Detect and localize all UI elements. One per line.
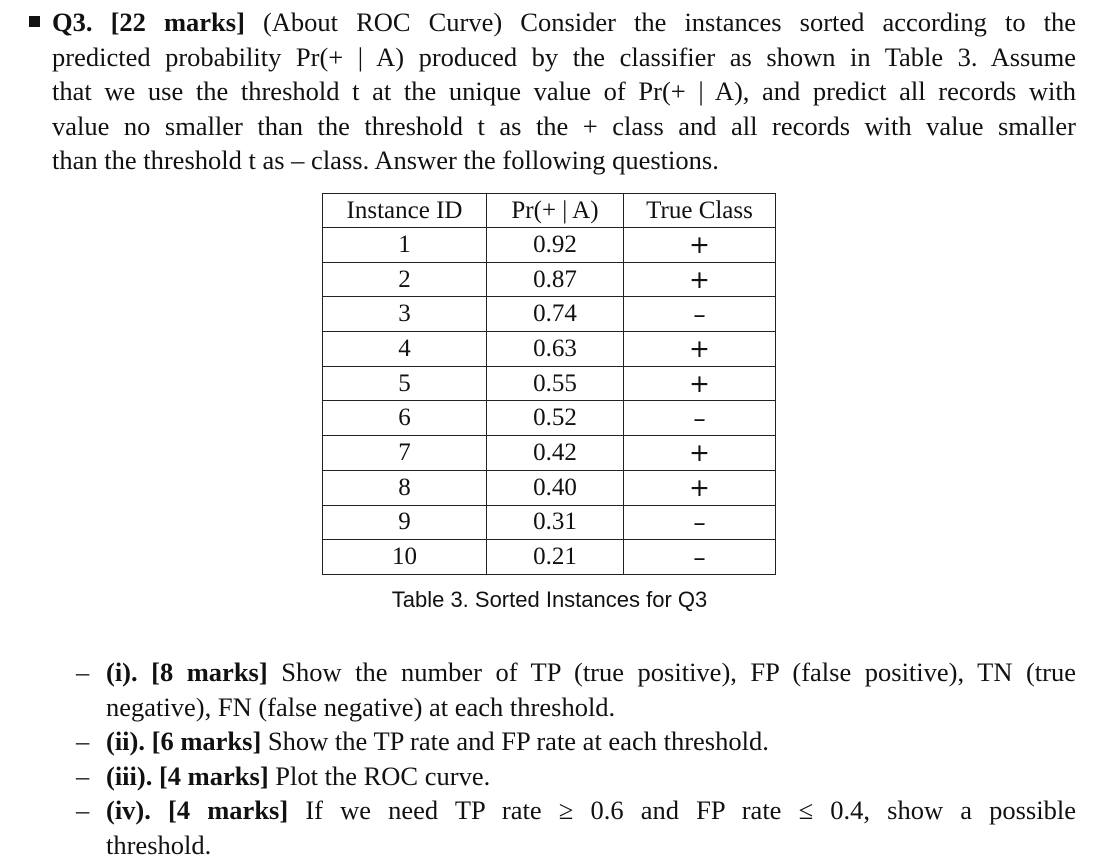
cell-probability: 0.87 — [487, 262, 624, 297]
subquestion-iv-label: (iv). [4 marks] — [106, 795, 289, 826]
cell-instance-id: 3 — [323, 297, 487, 332]
subquestion-item-iii — [76, 759, 1076, 794]
square-bullet-icon — [29, 16, 40, 27]
cell-instance-id: 9 — [323, 505, 487, 540]
cell-true-class: + — [624, 470, 776, 505]
question-line-1 — [52, 5, 1076, 40]
cell-true-class: – — [624, 401, 776, 436]
table-row — [323, 228, 776, 263]
cell-probability: 0.55 — [487, 366, 624, 401]
cell-probability: 0.42 — [487, 436, 624, 471]
subquestion-i-line-2: negative), FN (false negative) at each threshold. — [106, 691, 616, 722]
subquestion-i-text-1: Show the number of TP (true positive), FP (false positive), TN (true — [281, 657, 1077, 687]
table-row — [323, 470, 776, 505]
subquestion-ii-text: Show the TP rate and FP rate at each threshold. — [267, 726, 769, 757]
cell-probability: 0.63 — [487, 332, 624, 367]
table-row — [323, 366, 776, 401]
cell-probability: 0.31 — [487, 505, 624, 540]
question-line-4: value no smaller than the threshold t as the + class and all records with value smaller — [52, 110, 1076, 141]
subquestion-item-iv — [76, 793, 1076, 862]
subquestion-iii-label: (iii). [4 marks] — [106, 760, 269, 791]
cell-probability: 0.40 — [487, 470, 624, 505]
dash-bullet: – — [76, 657, 90, 687]
dash-bullet: – — [76, 726, 90, 757]
question-line-3: that we use the threshold t at the unique value of Pr(+ | A), and predict all records with — [52, 76, 1076, 107]
cell-true-class: + — [624, 366, 776, 401]
cell-true-class: + — [624, 262, 776, 297]
table-row — [323, 540, 776, 575]
cell-instance-id: 8 — [323, 470, 487, 505]
subquestion-item-ii — [76, 724, 1076, 759]
subquestion-iv-text-1: If we need TP rate ≥ 0.6 and FP rate ≤ 0.4, show a possible — [305, 795, 1076, 826]
cell-instance-id: 4 — [323, 332, 487, 367]
question-line-1-text: (About ROC Curve) Consider the instances sorted according to the — [262, 7, 1077, 37]
header-probability: Pr(+ | A) — [487, 194, 624, 228]
subquestion-item-i — [76, 655, 1076, 724]
cell-probability: 0.92 — [487, 228, 624, 263]
instances-table-wrapper — [322, 193, 776, 575]
table-row — [323, 262, 776, 297]
cell-probability: 0.74 — [487, 297, 624, 332]
cell-instance-id: 5 — [323, 366, 487, 401]
cell-true-class: + — [624, 228, 776, 263]
question-text — [52, 5, 1076, 178]
cell-instance-id: 6 — [323, 401, 487, 436]
cell-probability: 0.52 — [487, 401, 624, 436]
header-true-class: True Class — [624, 194, 776, 228]
dash-bullet: – — [76, 795, 90, 826]
table-row — [323, 297, 776, 332]
header-instance-id: Instance ID — [323, 194, 487, 228]
instances-table — [322, 193, 776, 575]
cell-instance-id: 10 — [323, 540, 487, 575]
subquestion-iii-text: Plot the ROC curve. — [275, 760, 491, 791]
table-row — [323, 401, 776, 436]
table-row — [323, 505, 776, 540]
subquestion-i-line-1 — [106, 655, 1076, 690]
cell-instance-id: 7 — [323, 436, 487, 471]
table-caption: Table 3. Sorted Instances for Q3 — [391, 587, 708, 612]
dash-bullet: – — [76, 760, 90, 791]
cell-true-class: + — [624, 332, 776, 367]
subquestion-ii-line-1 — [106, 724, 1076, 759]
question-line-2: predicted probability Pr(+ | A) produced by the classifier as shown in Table 3. Assume — [52, 41, 1076, 72]
cell-true-class: + — [624, 436, 776, 471]
table-body — [323, 228, 776, 575]
subquestion-list — [76, 655, 1076, 863]
cell-true-class: – — [624, 540, 776, 575]
question-label: Q3. — [52, 7, 93, 37]
table-row — [323, 332, 776, 367]
table-row — [323, 436, 776, 471]
subquestion-iv-line-2: threshold. — [106, 829, 212, 860]
cell-true-class: – — [624, 505, 776, 540]
cell-true-class: – — [624, 297, 776, 332]
table-header-row — [323, 194, 776, 228]
cell-probability: 0.21 — [487, 540, 624, 575]
subquestion-iv-line-1 — [106, 793, 1076, 828]
subquestion-i-label: (i). [8 marks] — [106, 657, 268, 687]
question-line-5: than the threshold t as – class. Answer the following questions. — [52, 145, 719, 176]
cell-instance-id: 2 — [323, 262, 487, 297]
subquestion-ii-label: (ii). [6 marks] — [106, 726, 262, 757]
subquestion-iii-line-1 — [106, 759, 1076, 794]
question-marks: [22 marks] — [110, 7, 245, 37]
cell-instance-id: 1 — [323, 228, 487, 263]
